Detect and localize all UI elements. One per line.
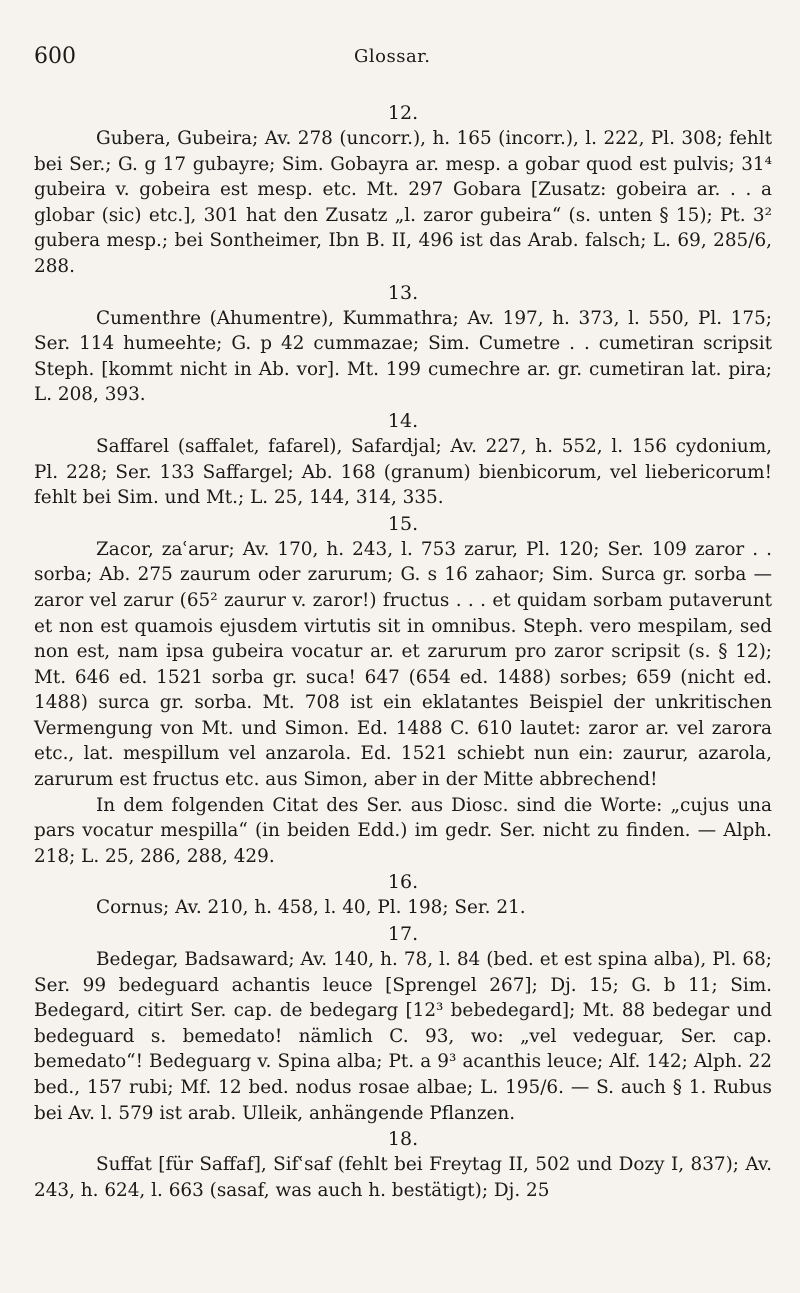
section-number: 12. xyxy=(387,102,419,124)
running-head: Glossar. xyxy=(354,46,431,67)
section-paragraph: Gubera, Gubeira; Av. 278 (uncorr.), h. 165 (incorr.), l. 222, Pl. 308; fehlt bei Ser.; G. g 17 gubayre; Sim. Gobayra ar. mesp. a gobar quod est pulvis; 31⁴ gubeira v. gobeira est mesp. etc. Mt. 297 Gobara [Zusatz: gobeira ar. . . a globar (sic) etc.], 301 hat den Zusatz „l. zaror gubeira“ (s. unten § 15); Pt. 3² gubera mesp.; bei Sontheimer, Ibn B. II, 496 ist das Arab. falsch; L. 69, 285/6, 288. xyxy=(34,128,772,277)
section-15 xyxy=(34,511,772,870)
section-12 xyxy=(34,100,772,280)
section-number: 16. xyxy=(387,871,419,894)
section-number: 18. xyxy=(387,1128,419,1151)
section-paragraph: Cumenthre (Ahumentre), Kummathra; Av. 197, h. 373, l. 550, Pl. 175; Ser. 114 humeehte; G. p 42 cummazae; Sim. Cumetre . . cumetiran scripsit Steph. [kommt nicht in Ab. vor]. Mt. 199 cumechre ar. gr. cumetiran lat. pira; L. 208, 393. xyxy=(34,307,772,406)
glossary-body xyxy=(34,100,772,1203)
page-number: 600 xyxy=(34,44,76,69)
section-paragraph: Saffarel (saffalet, fafarel), Safardjal; Av. 227, h. 552, l. 156 cydonium, Pl. 228; Ser. 133 Saffargel; Ab. 168 (granum) bienbicorum, vel liebericorum! fehlt bei Sim. und Mt.; L. 25, 144, 314, 335. xyxy=(34,435,772,509)
section-number: 15. xyxy=(387,512,419,535)
section-paragraph: Zacor, zaʿarur; Av. 170, h. 243, l. 753 zarur, Pl. 120; Ser. 109 zaror . . sorba; Ab. 275 zaurum oder zarurum; G. s 16 zahaor; Sim. Surca gr. sorba — zaror vel zarur (65² zaurur v. zaror!) fructus . . . et quidam sorbam putaverunt et non est quamois ejusdem virtutis sit in omnibus. Steph. vero mespilam, sed non est, nam ipsa gubeira vocatur ar. et zarurum pro zaror scripsit (s. § 12); Mt. 646 ed. 1521 sorba gr. suca! 647 (654 ed. 1488) sorbes; 659 (nicht ed. 1488) surca gr. sorba. Mt. 708 ist ein eklatantes Beispiel der unkritischen Vermengung von Mt. und Simon. Ed. 1488 C. 610 lautet: zaror ar. vel zarora etc., lat. mespillum vel anzarola. Ed. 1521 schiebt nun ein: zaurur, azarola, zarurum est fructus etc. aus Simon, aber in der Mitte abbrechend! xyxy=(34,538,772,791)
section-13 xyxy=(34,280,772,408)
page-header xyxy=(34,24,772,68)
section-paragraph: Suffat [für Saffaf], Sifʿsaf (fehlt bei Freytag II, 502 und Dozy I, 837); Av. 243, h. 624, l. 663 (sasaf, was auch h. bestätigt); Dj. 25 xyxy=(34,1154,772,1201)
section-paragraph: Cornus; Av. 210, h. 458, l. 40, Pl. 198; Ser. 21. xyxy=(96,897,526,919)
section-paragraph: In dem folgenden Citat des Ser. aus Diosc. sind die Worte: „cujus una pars vocatur mespilla“ (in beiden Edd.) im gedr. Ser. nicht zu finden. — Alph. 218; L. 25, 286, 288, 429. xyxy=(34,794,772,867)
section-16 xyxy=(34,869,772,921)
section-14 xyxy=(34,408,772,511)
section-number: 14. xyxy=(387,409,419,432)
section-number: 17. xyxy=(387,923,419,946)
section-number: 13. xyxy=(387,281,419,304)
section-paragraph: Bedegar, Badsaward; Av. 140, h. 78, l. 84 (bed. et est spina alba), Pl. 68; Ser. 99 bedeguard achantis leuce [Sprengel 267]; Dj. 15; G. b 11; Sim. Bedegard, citirt Ser. cap. de bedegarg [12³ bebedegard]; Mt. 88 bedegar und bedeguard s. bemedato! nämlich C. 93, wo: „vel vedeguar, Ser. cap. bemedato“! Bedeguarg v. Spina alba; Pt. a 9³ acanthis leuce; Alf. 142; Alph. 22 bed., 157 rubi; Mf. 12 bed. nodus rosae albae; L. 195/6. — S. auch § 1. Rubus bei Av. l. 579 ist arab. Ulleik, anhängende Pflanzen. xyxy=(34,949,772,1124)
section-17 xyxy=(34,921,772,1126)
section-18 xyxy=(34,1126,772,1203)
